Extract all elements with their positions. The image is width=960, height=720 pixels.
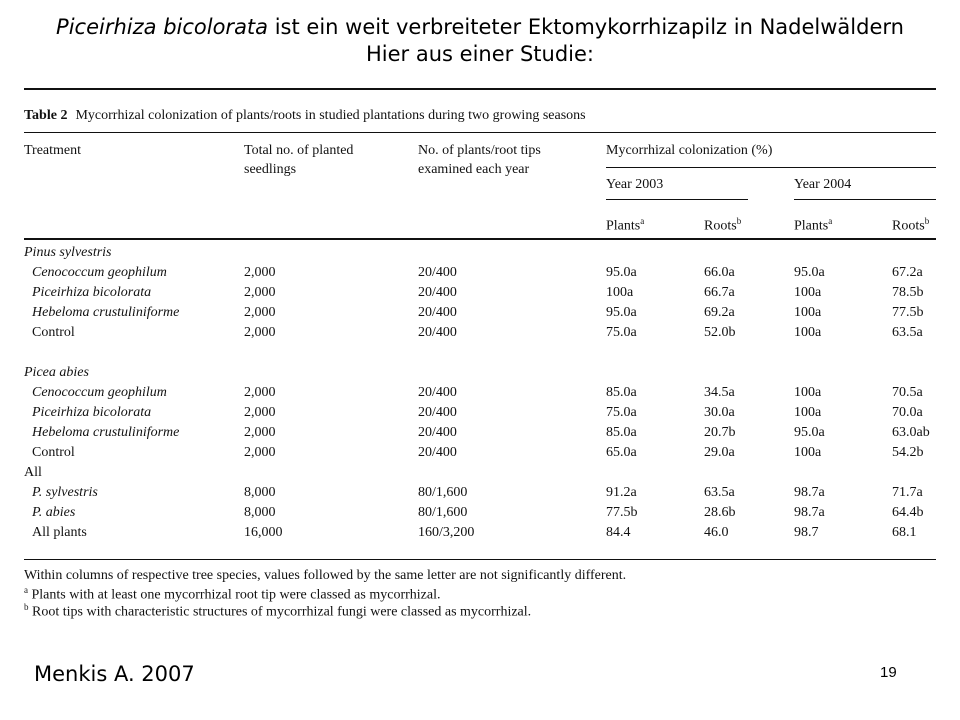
cell-r04: 63.5a [892, 325, 923, 340]
cell-p04: 100a [794, 285, 822, 300]
header-roots-2003: Roots$^b$ [704, 216, 742, 234]
heading-line-2: Hier aus einer Studie: [366, 42, 594, 66]
slide-heading [0, 14, 960, 68]
header-rule [24, 238, 936, 240]
cell-p03: 95.0a [606, 305, 637, 320]
cell-p03: 65.0a [606, 445, 637, 460]
cell-r03: 30.0a [704, 405, 735, 420]
page-number: 19 [880, 664, 897, 681]
row-treatment: Control [32, 325, 75, 340]
cell-p03: 77.5b [606, 505, 638, 520]
cell-r03: 66.0a [704, 265, 735, 280]
heading-line-1 [0, 14, 960, 41]
row-treatment: All [24, 465, 42, 480]
cell-total: 8,000 [244, 485, 276, 500]
cell-r04: 67.2a [892, 265, 923, 280]
row-treatment: P. sylvestris [32, 485, 98, 500]
cell-examined: 20/400 [418, 265, 457, 280]
header-examined-2: examined each year [418, 162, 530, 177]
cell-p03: 100a [606, 285, 634, 300]
row-treatment: All plants [32, 525, 87, 540]
row-treatment: Hebeloma crustuliniforme [32, 425, 180, 440]
cell-total: 8,000 [244, 505, 276, 520]
cell-r04: 78.5b [892, 285, 924, 300]
cell-examined: 20/400 [418, 325, 457, 340]
cell-examined: 20/400 [418, 385, 457, 400]
year-2003-rule [606, 199, 748, 200]
caption-rule [24, 132, 936, 133]
table-label: Table 2 [24, 108, 68, 123]
header-plants-2004: Plants$^a$ [794, 216, 833, 234]
cell-r03: 52.0b [704, 325, 736, 340]
row-treatment: Picea abies [24, 365, 89, 380]
cell-total: 2,000 [244, 445, 276, 460]
cell-examined: 20/400 [418, 425, 457, 440]
author-credit: Menkis A. 2007 [34, 662, 195, 686]
cell-examined: 20/400 [418, 285, 457, 300]
cell-total: 2,000 [244, 265, 276, 280]
cell-p03: 75.0a [606, 325, 637, 340]
cell-examined: 160/3,200 [418, 525, 475, 540]
row-treatment: Control [32, 445, 75, 460]
cell-p04: 100a [794, 325, 822, 340]
cell-r04: 54.2b [892, 445, 924, 460]
cell-total: 2,000 [244, 425, 276, 440]
table-caption-text: Mycorrhizal colonization of plants/roots in studied plantations during two growing seasons [75, 108, 586, 123]
cell-r03: 66.7a [704, 285, 735, 300]
cell-p04: 98.7a [794, 485, 825, 500]
cell-total: 2,000 [244, 285, 276, 300]
header-year-2004: Year 2004 [794, 177, 852, 192]
cell-examined: 80/1,600 [418, 485, 468, 500]
cell-p04: 100a [794, 405, 822, 420]
header-colonization: Mycorrhizal colonization (%) [606, 143, 773, 158]
cell-p03: 85.0a [606, 385, 637, 400]
row-treatment: Hebeloma crustuliniforme [32, 305, 180, 320]
cell-p04: 98.7 [794, 525, 819, 540]
table-top-rule [24, 88, 936, 90]
footnote-b: $^b$ Root tips with characteristic structures of mycorrhizal fungi were classed as mycorrhizal. [24, 602, 532, 620]
cell-r04: 68.1 [892, 525, 917, 540]
cell-p03: 85.0a [606, 425, 637, 440]
cell-examined: 80/1,600 [418, 505, 468, 520]
cell-examined: 20/400 [418, 405, 457, 420]
cell-p04: 100a [794, 305, 822, 320]
cell-p04: 100a [794, 445, 822, 460]
cell-p03: 84.4 [606, 525, 631, 540]
year-2004-rule [794, 199, 936, 200]
header-treatment: Treatment [24, 143, 82, 158]
cell-r03: 46.0 [704, 525, 729, 540]
row-treatment: Cenococcum geophilum [32, 265, 167, 280]
heading-species: Piceirhiza bicolorata [56, 15, 269, 39]
header-total-1: Total no. of planted [244, 143, 354, 158]
colonization-rule [606, 167, 936, 168]
cell-total: 2,000 [244, 325, 276, 340]
cell-total: 2,000 [244, 305, 276, 320]
cell-r04: 77.5b [892, 305, 924, 320]
cell-r04: 70.5a [892, 385, 923, 400]
header-year-2003: Year 2003 [606, 177, 664, 192]
footnote-a: $^a$ Plants with at least one mycorrhizal root tip were classed as mycorrhizal. [24, 585, 441, 603]
cell-total: 2,000 [244, 405, 276, 420]
cell-p04: 100a [794, 385, 822, 400]
cell-p04: 95.0a [794, 425, 825, 440]
row-treatment: P. abies [32, 505, 76, 520]
footnote-general: Within columns of respective tree species, values followed by the same letter are not significantly different. [24, 568, 627, 583]
cell-r03: 69.2a [704, 305, 735, 320]
row-treatment: Piceirhiza bicolorata [32, 405, 152, 420]
cell-p03: 95.0a [606, 265, 637, 280]
cell-r03: 34.5a [704, 385, 735, 400]
cell-examined: 20/400 [418, 445, 457, 460]
cell-total: 16,000 [244, 525, 283, 540]
cell-r03: 29.0a [704, 445, 735, 460]
row-treatment: Pinus sylvestris [24, 245, 112, 260]
header-total-2: seedlings [244, 162, 297, 177]
cell-total: 2,000 [244, 385, 276, 400]
row-treatment: Piceirhiza bicolorata [32, 285, 152, 300]
cell-r04: 70.0a [892, 405, 923, 420]
header-plants-2003: Plants$^a$ [606, 216, 645, 234]
cell-r04: 63.0ab [892, 425, 930, 440]
cell-examined: 20/400 [418, 305, 457, 320]
header-roots-2004: Roots$^b$ [892, 216, 930, 234]
cell-r03: 20.7b [704, 425, 736, 440]
heading-text: ist ein weit verbreiteter Ektomykorrhizapilz in Nadelwäldern [268, 15, 904, 39]
cell-r03: 63.5a [704, 485, 735, 500]
cell-p03: 75.0a [606, 405, 637, 420]
cell-p03: 91.2a [606, 485, 637, 500]
cell-r03: 28.6b [704, 505, 736, 520]
cell-r04: 71.7a [892, 485, 923, 500]
bottom-rule [24, 559, 936, 560]
cell-p04: 95.0a [794, 265, 825, 280]
cell-p04: 98.7a [794, 505, 825, 520]
cell-r04: 64.4b [892, 505, 924, 520]
table-caption [24, 108, 586, 124]
row-treatment: Cenococcum geophilum [32, 385, 167, 400]
header-examined-1: No. of plants/root tips [418, 143, 541, 158]
